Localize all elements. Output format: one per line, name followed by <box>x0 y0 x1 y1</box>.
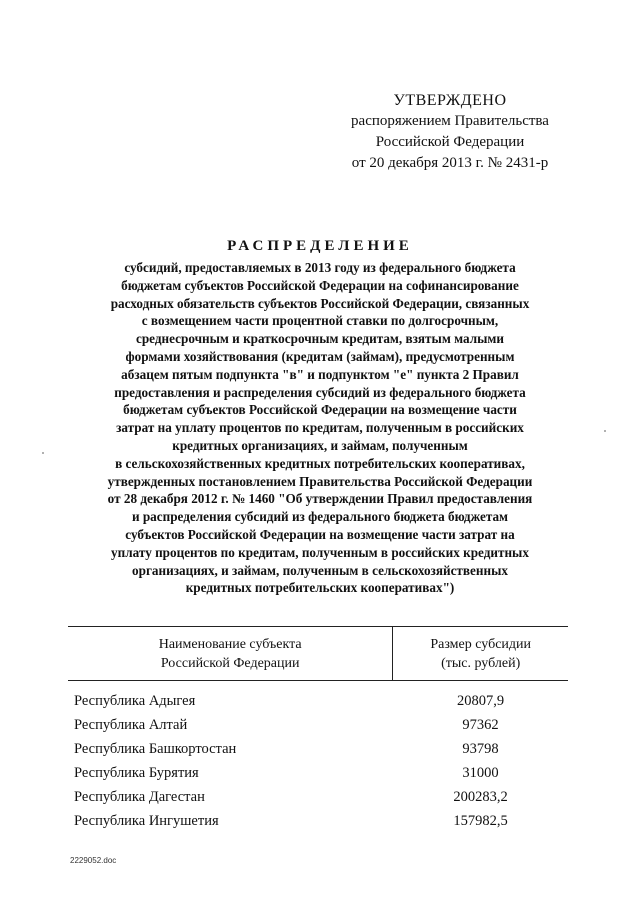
approval-line-2: Российской Федерации <box>375 134 525 150</box>
subtitle-line: кредитных потребительских кооперативах") <box>185 580 455 596</box>
document-title: РАСПРЕДЕЛЕНИЕ <box>227 238 413 254</box>
subtitle-line: бюджетам субъектов Российской Федерации на софинансирование <box>121 277 519 293</box>
approval-heading: УТВЕРЖДЕНО <box>393 92 507 109</box>
subtitle-line: затрат на уплату процентов по кредитам, полученным в российских <box>116 420 524 436</box>
subtitle-line: субсидий, предоставляемых в 2013 году из федерального бюджета <box>124 260 516 275</box>
table-row <box>68 713 568 737</box>
subtitle-line: организациях, и займам, полученным в сельскохозяйственных <box>132 562 508 578</box>
subtitle-line: формами хозяйствования (кредитам (займам), предусмотренным <box>125 348 515 364</box>
subtitle-line: от 28 декабря 2012 г. № 1460 "Об утверждении Правил предоставления <box>107 491 533 507</box>
subtitle-line: бюджетам субъектов Российской Федерации на возмещение части <box>123 402 517 418</box>
table-row <box>68 761 568 785</box>
approval-line-1: распоряжением Правительства <box>351 113 549 129</box>
subject-name-cell: Республика Ингушетия <box>74 812 219 829</box>
document-subtitle <box>62 259 578 597</box>
subtitle-line: в сельскохозяйственных кредитных потребительских кооперативах, <box>115 455 525 471</box>
subtitle-line: кредитных организациях, и займам, полученным <box>172 437 468 453</box>
table-row <box>68 689 568 713</box>
subject-name-cell: Республика Башкортостан <box>74 740 237 757</box>
subject-name-cell: Республика Дагестан <box>74 788 205 805</box>
subsidy-value-cell: 93798 <box>462 740 499 757</box>
approval-stamp <box>330 90 570 174</box>
header-subject-name: Наименование субъекта Российской Федерации <box>68 627 393 680</box>
approval-line-3: от 20 декабря 2013 г. № 2431-р <box>351 155 549 171</box>
subtitle-line: утвержденных постановлением Правительства Российской Федерации <box>107 473 533 489</box>
footer-filename: 2229052.doc <box>70 856 117 865</box>
scan-speck <box>42 452 44 454</box>
subtitle-line: с возмещением части процентной ставки по долгосрочным, <box>141 313 499 329</box>
subject-name-cell: Республика Бурятия <box>74 764 199 781</box>
subtitle-line: предоставления и распределения субсидий из федерального бюджета <box>114 384 526 400</box>
table-row <box>68 785 568 809</box>
subtitle-line: и распределения субсидий из федерального бюджета бюджетам <box>131 509 509 525</box>
subsidy-value-cell: 157982,5 <box>453 812 508 829</box>
subtitle-line: среднесрочным и краткосрочным кредитам, взятым малыми <box>135 331 504 347</box>
subtitle-line: расходных обязательств субъектов Российской Федерации, связанных <box>110 295 530 311</box>
subsidy-value-cell: 20807,9 <box>456 692 505 709</box>
subsidy-value-cell: 31000 <box>462 764 499 781</box>
subsidy-value-cell: 200283,2 <box>453 788 508 805</box>
subject-name-cell: Республика Алтай <box>74 716 188 733</box>
subtitle-line: абзацем пятым подпункта "в" и подпунктом "е" пункта 2 Правил <box>121 366 519 382</box>
subsidy-value-cell: 97362 <box>462 716 499 733</box>
table-body <box>68 689 568 833</box>
subject-name-cell: Республика Адыгея <box>74 692 196 709</box>
table-row <box>68 737 568 761</box>
scan-speck <box>604 430 606 432</box>
subtitle-line: уплату процентов по кредитам, полученным в российских кредитных <box>111 544 529 560</box>
header-subsidy-size: Размер субсидии (тыс. рублей) <box>430 636 532 671</box>
subtitle-line: субъектов Российской Федерации на возмещение части затрат на <box>125 526 515 542</box>
table-header <box>68 626 568 681</box>
subsidy-table <box>68 626 568 833</box>
table-row <box>68 809 568 833</box>
